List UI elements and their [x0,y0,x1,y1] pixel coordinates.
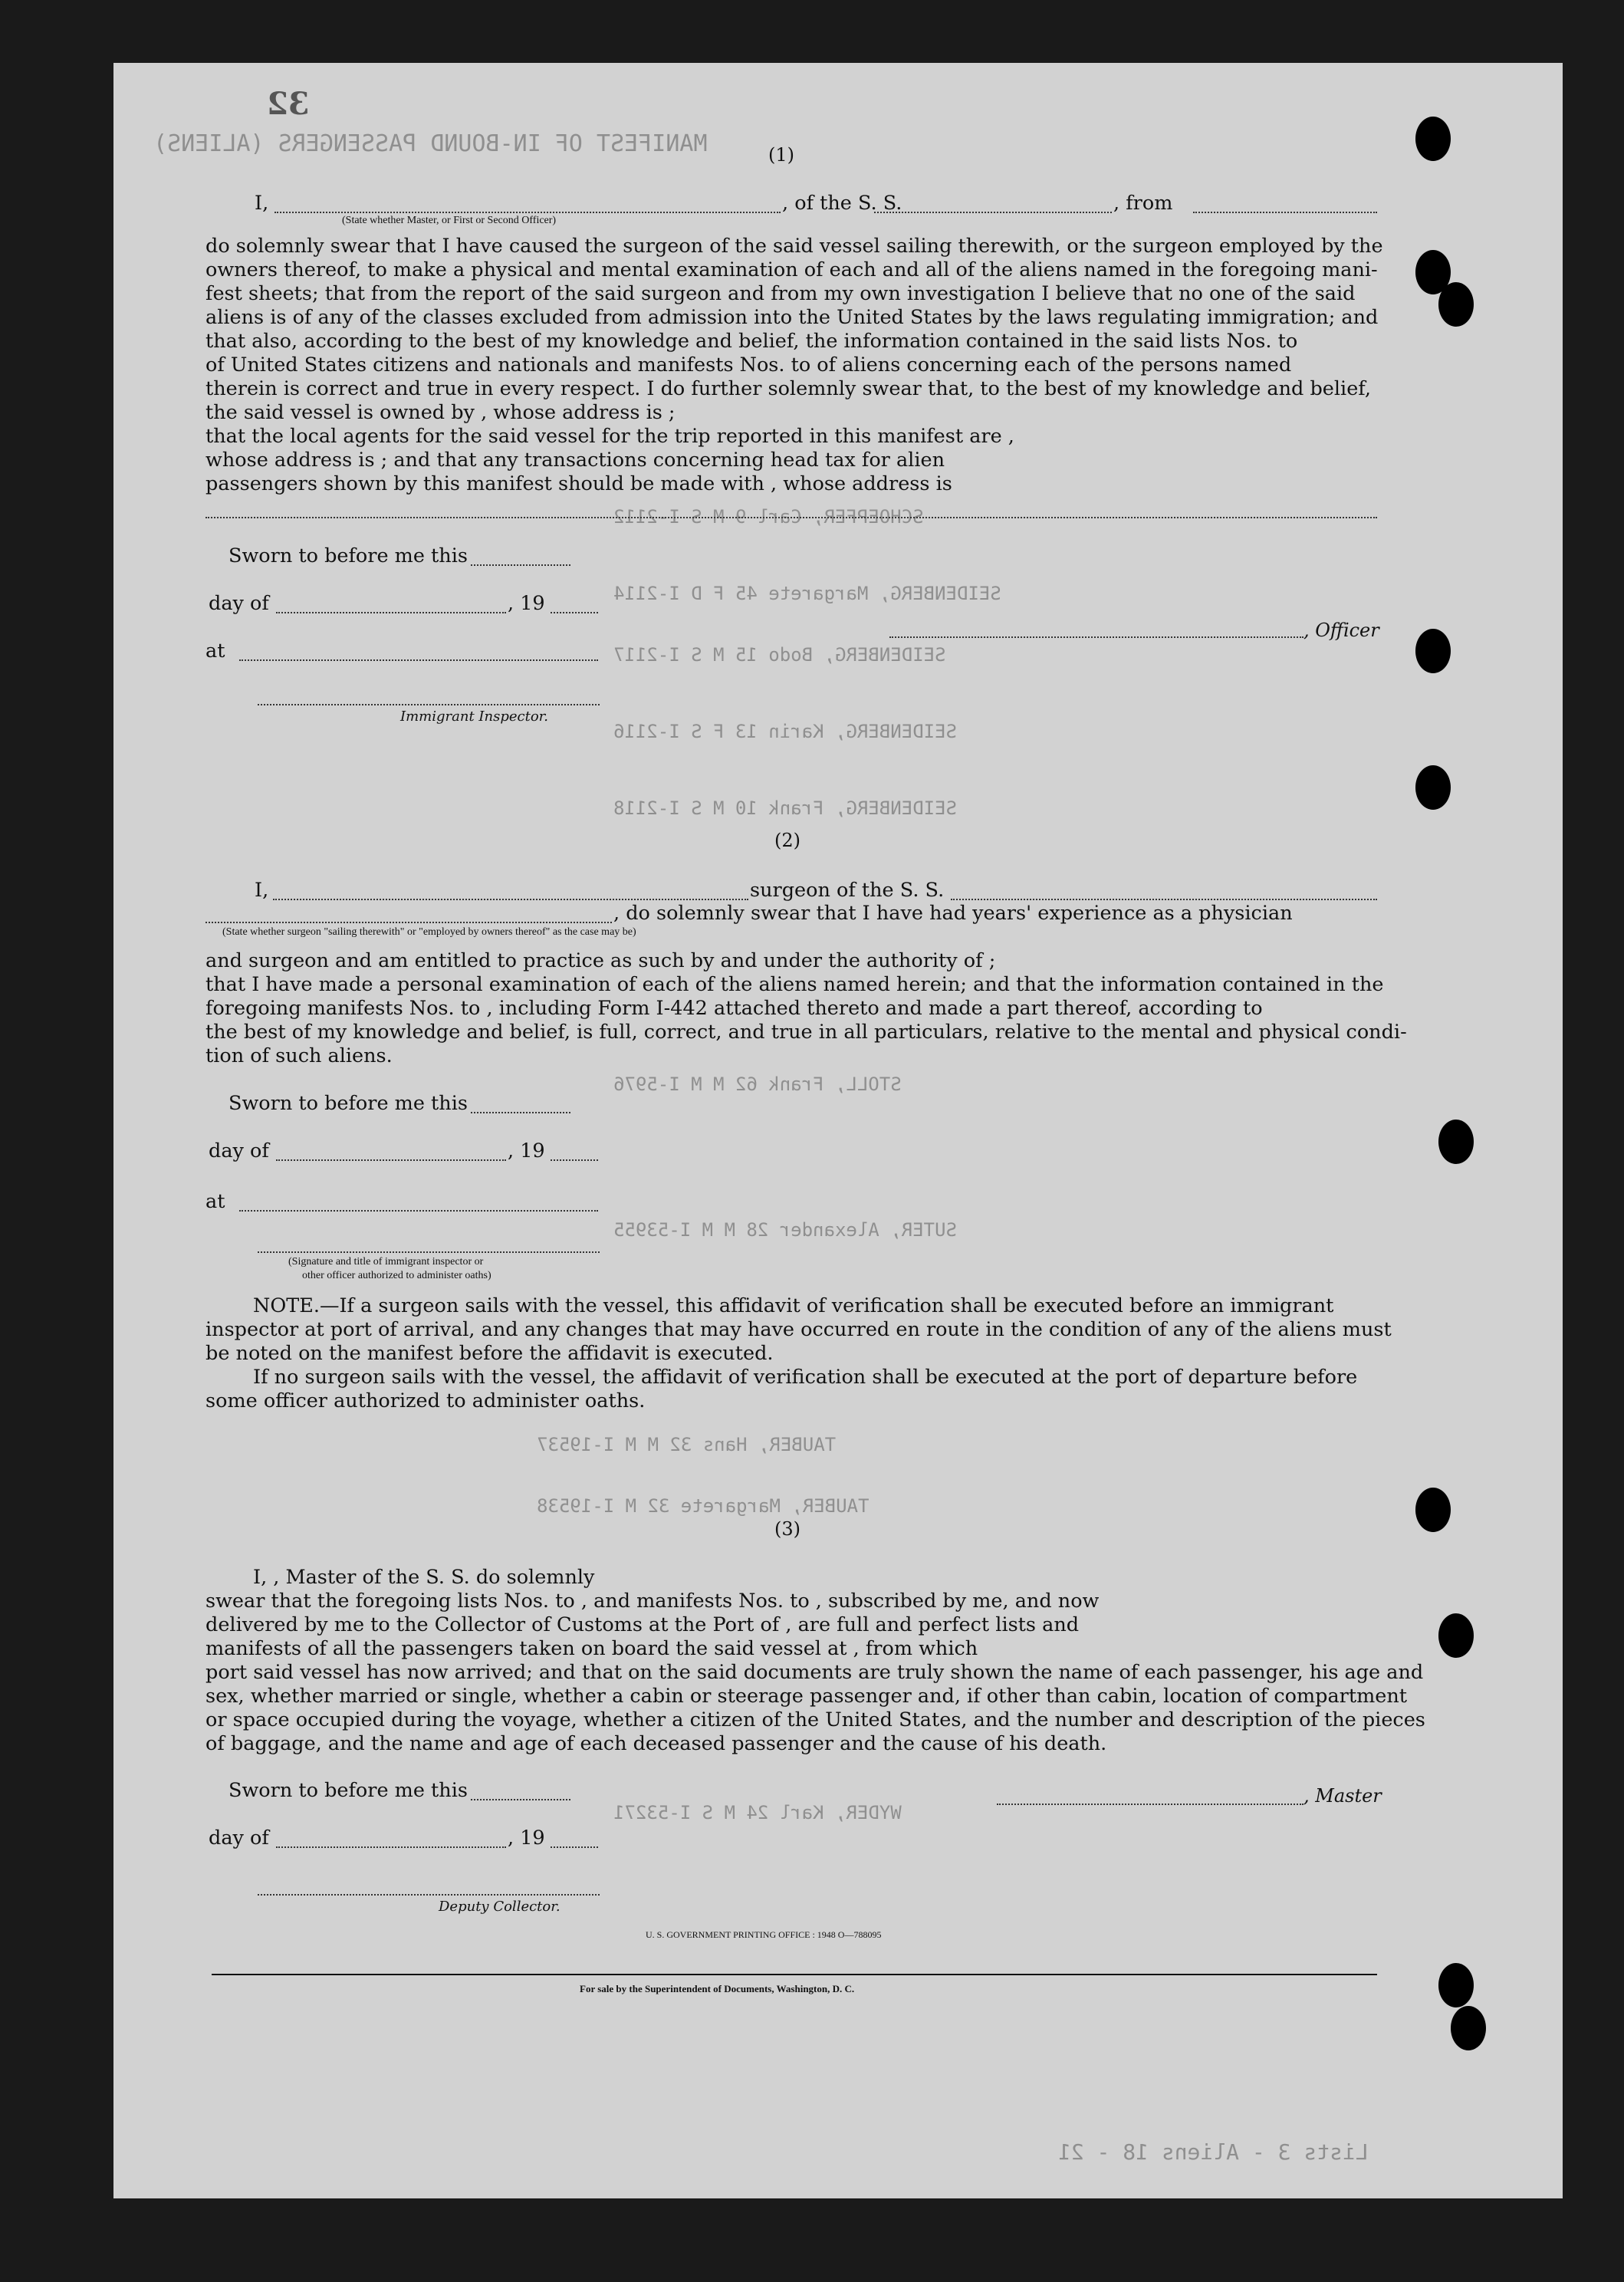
sworn-year-field[interactable] [551,1846,598,1848]
bleed-through-text: TAUBER, Margarete 32 M I-19538 [537,1495,870,1517]
section-3-number: (3) [774,1518,800,1540]
section-1-number: (1) [768,144,794,166]
section-3-line: sex, whether married or single, whether a cabin or steerage passenger and, if other than cabin, location of compartment [205,1685,1408,1708]
section-2-sworn: Sworn to before me this [228,1092,468,1115]
section-3-sworn: Sworn to before me this [228,1779,468,1802]
section-1-line: the said vessel is owned by , whose address is ; [205,401,676,424]
section-2-line: foregoing manifests Nos. to , including Form I-442 attached thereto and made a part thereof, according to [205,997,1263,1020]
signature-note-line-1: (Signature and title of immigrant inspector or [288,1256,484,1268]
punch-hole [1415,117,1451,161]
section-2-line: that I have made a personal examination of each of the aliens named herein; and that the information contained in the [205,973,1384,996]
section-1-at: at [205,640,225,663]
punch-hole [1415,765,1451,810]
officer-title-field[interactable] [275,212,781,213]
section-1-line: fest sheets; that from the report of the said surgeon and from my own investigation I believe that no one of the said [205,282,1356,305]
sworn-month-field[interactable] [276,1846,506,1848]
section-1-from: , from [1113,192,1173,215]
punch-hole [1438,1120,1474,1164]
bleed-through-text: MANIFEST OF IN-BOUND PASSENGERS (ALIENS) [153,130,708,157]
inspector-signature-field[interactable] [258,1251,600,1253]
bleed-through-text: SEIDENBERG, Karin 13 F S I-2116 [613,721,957,742]
note-line: be noted on the manifest before the affidavit is executed. [205,1342,774,1365]
note-line: inspector at port of arrival, and any changes that may have occurred en route in the condition of any of the aliens must [205,1318,1392,1341]
note-line: some officer authorized to administer oaths. [205,1389,646,1412]
sworn-year-field[interactable] [551,1159,598,1161]
bleed-through-text: SUTER, Alexander 28 M M I-53955 [613,1219,957,1241]
section-1-line: owners thereof, to make a physical and mental examination of each and all of the aliens named in the foregoing mani- [205,258,1378,281]
section-3-year: , 19 [508,1827,545,1850]
section-1-line: that also, according to the best of my knowledge and belief, the information contained in the said lists Nos. to [205,330,1298,353]
section-1-line: do solemnly swear that I have caused the surgeon of the said vessel sailing therewith, or the surgeon employed by the [205,235,1383,258]
officer-note: (State whether Master, or First or Second Officer) [342,215,557,226]
section-1-line: whose address is ; and that any transactions concerning head tax for alien [205,449,945,472]
section-3-line: or space occupied during the voyage, whether a citizen of the United States, and the number and description of the pieces [205,1708,1425,1731]
bleed-through-text: WYDER, Karl 24 M S I-53271 [613,1802,902,1823]
section-2-day-of: day of [209,1139,269,1162]
section-1-line: of United States citizens and nationals and manifests Nos. to of aliens concerning each of the persons named [205,353,1292,376]
head-tax-address-field[interactable] [205,517,1377,518]
master-signature-field[interactable] [997,1804,1303,1805]
sworn-at-field[interactable] [239,1210,598,1212]
punch-hole [1438,282,1474,327]
section-1-sworn: Sworn to before me this [228,544,468,567]
sworn-year-field[interactable] [551,612,598,613]
surgeon-vessel-field[interactable] [951,899,1377,900]
sworn-month-field[interactable] [276,1159,506,1161]
surgeon-note: (State whether surgeon "sailing therewith" or "employed by owners thereof" as the case may be) [222,926,636,938]
bleed-through-text: SEIDENBERG, Margarete 45 F D I-2114 [613,583,1001,604]
note-line: NOTE.—If a surgeon sails with the vessel, this affidavit of verification shall be executed before an immigrant [253,1294,1334,1317]
deputy-collector-label: Deputy Collector. [439,1899,561,1915]
section-3-line: port said vessel has now arrived; and that on the said documents are truly shown the name of each passenger, his age and [205,1661,1424,1684]
section-2-i: I, [255,879,269,902]
punch-hole [1438,1613,1474,1658]
section-2-line: and surgeon and am entitled to practice as such by and under the authority of ; [205,949,996,972]
bleed-through-text: SCHOEPFER, Carl 9 M S I-2112 [613,506,924,528]
sworn-month-field[interactable] [276,612,506,613]
punch-hole [1415,1488,1451,1532]
deputy-collector-signature-field[interactable] [258,1894,600,1896]
section-3-line: delivered by me to the Collector of Customs at the Port of , are full and perfect lists and [205,1613,1080,1636]
footer-rule [212,1974,1377,1975]
section-3-line: manifests of all the passengers taken on board the said vessel at , from which [205,1637,978,1660]
section-2-at: at [205,1190,225,1213]
section-1-year: , 19 [508,592,545,615]
vessel-name-field[interactable] [874,212,1112,213]
section-2-line: tion of such aliens. [205,1044,393,1067]
note-line: If no surgeon sails with the vessel, the affidavit of verification shall be executed at the port of departure before [253,1366,1358,1389]
from-port-field[interactable] [1193,212,1377,213]
sworn-day-field[interactable] [471,1799,570,1800]
section-1-of-ss: , of the S. S. [782,192,902,215]
inspector-signature-field[interactable] [258,704,600,705]
sworn-day-field[interactable] [471,564,570,566]
punch-hole [1451,2006,1486,2050]
bleed-through-text: TAUBER, Hans 32 M M I-19537 [537,1434,837,1455]
section-1-line: passengers shown by this manifest should be made with , whose address is [205,472,952,495]
punch-hole [1438,1963,1474,2007]
sworn-day-field[interactable] [471,1112,570,1113]
section-1-line: aliens is of any of the classes excluded from admission into the United States by the laws regulating immigration; and [205,306,1379,329]
officer-label: , Officer [1303,620,1379,641]
gpo-imprint: U. S. GOVERNMENT PRINTING OFFICE : 1948 O—788095 [646,1929,882,1940]
page-number: 32 [267,86,310,122]
punch-hole [1415,629,1451,673]
surgeon-name-field[interactable] [273,899,748,900]
surgeon-type-field[interactable] [205,922,612,923]
section-1-i: I, [255,192,269,215]
section-3-day-of: day of [209,1827,269,1850]
immigrant-inspector-label: Immigrant Inspector. [400,709,549,725]
sale-notice: For sale by the Superintendent of Documents, Washington, D. C. [580,1983,855,1994]
bleed-through-text: Lists 3 - Aliens 18 - 21 [1058,2139,1369,2165]
sworn-at-field[interactable] [239,659,598,661]
section-1-day-of: day of [209,592,269,615]
section-3-line: I, , Master of the S. S. do solemnly [253,1566,595,1589]
section-3-line: swear that the foregoing lists Nos. to , and manifests Nos. to , subscribed by me, and now [205,1590,1100,1613]
section-2-line: the best of my knowledge and belief, is full, correct, and true in all particulars, relative to the mental and physical condi- [205,1021,1407,1044]
section-2-year: , 19 [508,1139,545,1162]
section-1-line: that the local agents for the said vessel for the trip reported in this manifest are , [205,425,1014,448]
section-2-surgeon-of: surgeon of the S. S. [750,879,945,902]
bleed-through-text: STOLL, Frank 62 M M I-5976 [613,1074,902,1095]
officer-signature-field[interactable] [889,636,1303,638]
signature-note-line-2: other officer authorized to administer oaths) [302,1270,491,1281]
section-1-line: therein is correct and true in every respect. I do further solemnly swear that, to the best of my knowledge and belief, [205,377,1371,400]
section-2-number: (2) [774,830,800,851]
section-3-line: of baggage, and the name and age of each deceased passenger and the cause of his death. [205,1732,1107,1755]
bleed-through-text: SEIDENBERG, Frank 10 M S I-2118 [613,797,957,819]
bleed-through-text: SEIDENBERG, Bodo 15 M S I-2117 [613,644,946,666]
master-label: , Master [1303,1785,1382,1807]
section-2-line-2: , do solemnly swear that I have had years' experience as a physician [613,902,1293,925]
